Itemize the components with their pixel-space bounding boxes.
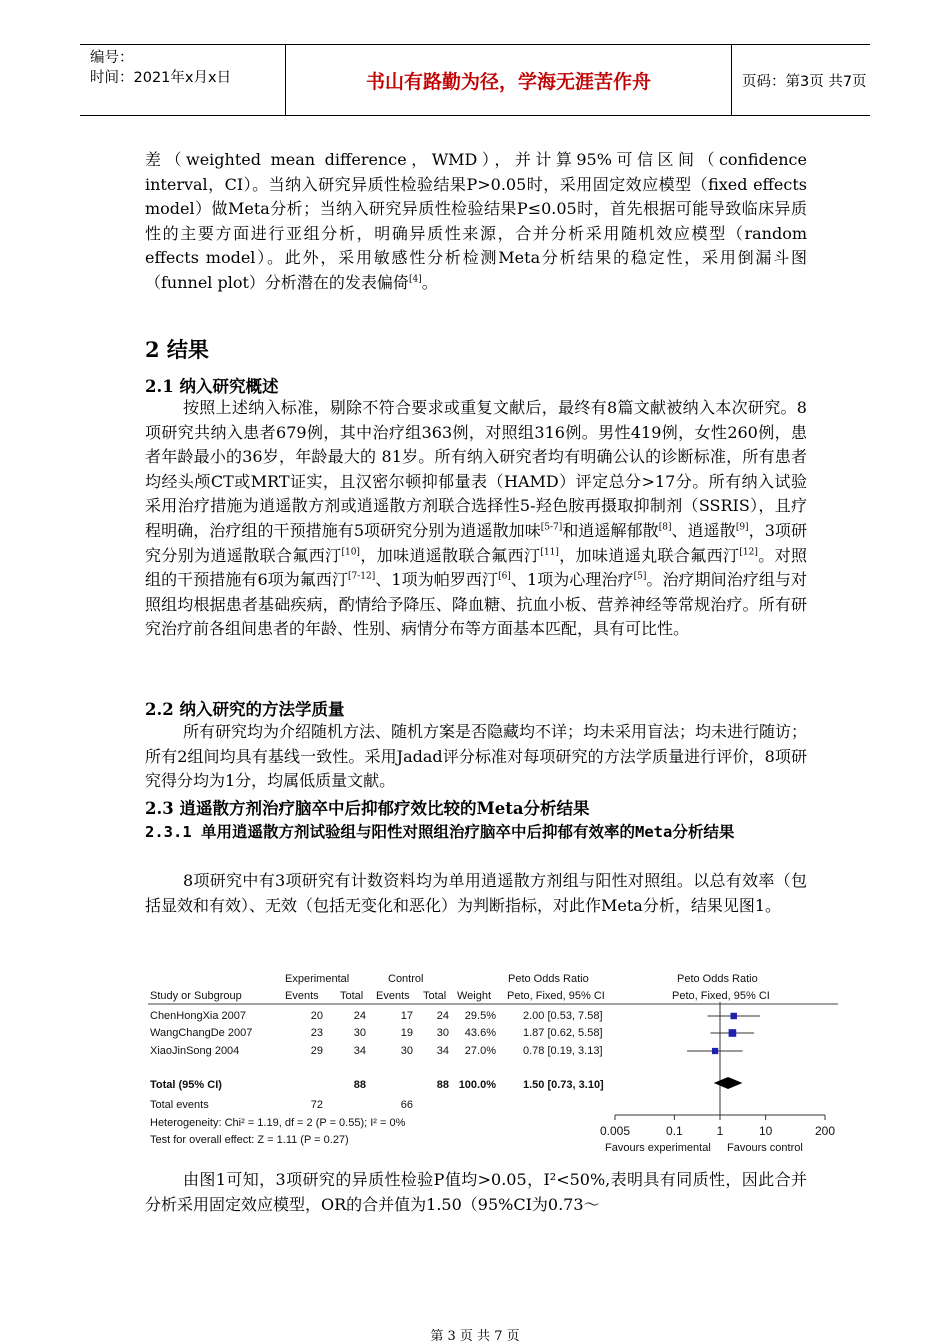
study-events-exp: 29 [310,1045,323,1057]
paragraph-2-3-1: 8项研究中有3项研究有计数资料均为单用逍遥散方剂组与阳性对照组。以总有效率（包括显效和有效）、无效（包括无变化和恶化）为判断指标，对此作Meta分析，结果见图1。 [145,871,807,915]
section-2-1-heading: 2.1 纳入研究概述 [145,377,279,396]
section-2-3-1-heading: 2.3.1 单用逍遥散方剂试验组与阳性对照组治疗脑卒中后抑郁有效率的Meta分析结果 [145,823,735,841]
doc-number: 编号： [90,50,134,66]
study-total-ctl: 24 [436,1010,449,1022]
paragraph-intro: 差（weighted mean difference，WMD），并计算95%可信区间（confidence interval，CI）。当纳入研究异质性检验结果P>0.05时，采用固定效应模型（fixed effects model）做Meta分析；当纳入研究异质性检验结果P≤0.05时，首先根据可能导致临床异质性的主要方面进行亚组分析，明确异质性来源，合并分析采用随机效应模型（random effects model）。此外，采用敏感性分析检测Meta分析结果的稳定性，采用倒漏斗图（funnel plot）分析潜在的发表偏倚[4]。 [145,150,807,292]
section-2-3-heading: 2.3 逍遥散方剂治疗脑卒中后抑郁疗效比较的Meta分析结果 [145,799,590,818]
point-square [729,1029,737,1037]
overall-effect-text: Test for overall effect: Z = 1.11 (P = 0.27) [150,1134,349,1146]
plot-method-header: Peto, Fixed, 95% CI [672,990,770,1002]
pooled-diamond [714,1077,743,1089]
forest-plot-figure [145,970,840,1160]
col-method-header: Peto, Fixed, 95% CI [507,990,605,1002]
study-ci: 2.00 [0.53, 7.58] [523,1010,603,1022]
study-events-exp: 23 [310,1027,323,1039]
tick-label: 10 [758,1124,773,1138]
header-page-info: 页码：第3页 共7页 [742,73,867,90]
events-ctl: 66 [400,1099,413,1111]
doc-time: 时间：2021年x月x日 [90,70,232,86]
tick-label: 200 [814,1124,836,1138]
tick-label: 1 [716,1124,724,1138]
favours-experimental: Favours experimental [605,1142,711,1154]
study-total-exp: 24 [353,1010,366,1022]
page-footer: 第 3 页 共 7 页 [430,1329,520,1344]
study-events-exp: 20 [310,1010,323,1022]
total-label: Total (95% CI) [150,1079,222,1091]
favours-control: Favours control [727,1142,803,1154]
paragraph-2-1: 按照上述纳入标准，剔除不符合要求或重复文献后，最终有8篇文献被纳入本次研究。8项研究共纳入患者679例，其中治疗组363例，对照组316例。男性419例，女性260例，患者年龄最小的36岁，年龄最大的 81岁。所有纳入研究者均有明确公认的诊断标准，所有患者均经头颅CT或MRT证实，且汉密尔顿抑郁量表（HAMD）评定总分>17分。所有纳入试验采用治疗措施为逍遥散方剂或逍遥散方剂联合选择性5-羟色胺再摄取抑制剂（SSRIS），且疗程明确，治疗组的干预措施有5项研究分别为逍遥散加味[5-7]和逍遥解郁散[8]、逍遥散[9]，3项研究分别为逍遥散联合氟西汀[10]，加味逍遥散联合氟西汀[11]，加味逍遥丸联合氟西汀[12]。对照组的干预措施有6项为氟西汀[7-12]、1项为帕罗西汀[6]、1项为心理治疗[5]。治疗期间治疗组与对照组均根据患者基础疾病，酌情给予降压、降血糖、抗血小板、营养神经等常规治疗。所有研究治疗前各组间患者的年龄、性别、病情分布等方面基本匹配，具有可比性。 [145,398,807,639]
study-total-ctl: 34 [436,1045,449,1057]
study-total-exp: 30 [353,1027,366,1039]
study-total-ctl: 30 [436,1027,449,1039]
section-2-heading: 2 结果 [145,337,209,362]
study-weight: 29.5% [464,1010,496,1022]
tick-label: 0.005 [599,1124,631,1138]
study-name: ChenHongXia 2007 [150,1010,247,1022]
study-name: WangChangDe 2007 [150,1027,253,1039]
col-experimental-header: Experimental [285,973,350,985]
study-ci: 0.78 [0.19, 3.13] [523,1045,603,1057]
tick-label: 0.1 [666,1124,683,1138]
paragraph-2-2: 所有研究均为介绍随机方法、随机方案是否隐藏均不详；均未采用盲法；均未进行随访；所有2组间均具有基线一致性。采用Jadad评分标准对每项研究的方法学质量进行评价，8项研究得分均为1分，均属低质量文献。 [145,722,808,791]
col-study-header: Study or Subgroup [150,990,242,1002]
total-ctl: 88 [436,1079,449,1091]
heterogeneity-text: Heterogeneity: Chi² = 1.19, df = 2 (P = 0.55); I² = 0% [150,1117,406,1129]
study-total-exp: 34 [353,1045,366,1057]
header-motto: 书山有路勤为径，学海无涯苦作舟 [285,45,732,115]
col-peto-header: Peto Odds Ratio [508,973,589,985]
study-events-ctl: 30 [400,1045,413,1057]
study-name: XiaoJinSong 2004 [150,1045,240,1057]
total-ci: 1.50 [0.73, 3.10] [523,1079,604,1091]
total-weight: 100.0% [458,1079,496,1091]
events-label: Total events [150,1099,209,1111]
col-events2-header: Events [376,990,410,1002]
study-weight: 43.6% [464,1027,496,1039]
events-exp: 72 [310,1099,323,1111]
study-events-ctl: 19 [400,1027,413,1039]
point-square [731,1013,737,1019]
point-square [712,1048,718,1054]
study-ci: 1.87 [0.62, 5.58] [523,1027,603,1039]
page-header [80,44,870,116]
col-total2-header: Total [423,990,447,1002]
col-control-header: Control [388,973,424,985]
header-meta [90,48,280,88]
plot-peto-header: Peto Odds Ratio [677,973,758,985]
study-weight: 27.0% [464,1045,496,1057]
total-exp: 88 [353,1079,366,1091]
study-events-ctl: 17 [400,1010,413,1022]
paragraph-after-figure: 由图1可知，3项研究的异质性检验P值均>0.05，I²<50%,表明具有同质性，因此合并分析采用固定效应模型，OR的合并值为1.50（95%CI为0.73～ [145,1170,807,1214]
col-total1-header: Total [340,990,364,1002]
col-events1-header: Events [285,990,319,1002]
col-weight-header: Weight [457,990,492,1002]
section-2-2-heading: 2.2 纳入研究的方法学质量 [145,700,345,719]
